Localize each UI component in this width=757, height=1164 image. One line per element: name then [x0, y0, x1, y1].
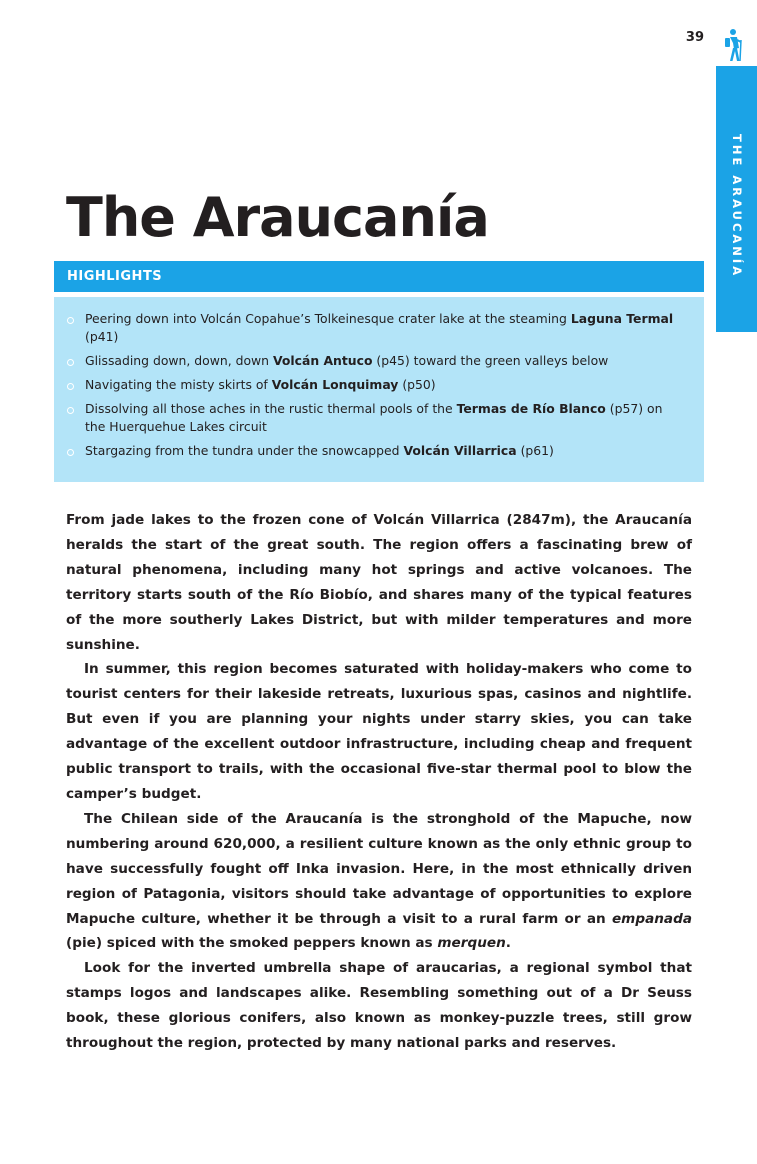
highlights-header: HIGHLIGHTS	[54, 261, 704, 292]
highlight-place: Termas de Río Blanco	[456, 401, 606, 416]
chapter-title: The Araucanía	[66, 186, 489, 249]
highlight-text: Peering down into Volcán Copahue’s Tolkeinesque crater lake at the steaming	[85, 311, 571, 326]
highlight-text: (p61)	[516, 443, 554, 458]
highlight-text: Stargazing from the tundra under the snowcapped	[85, 443, 404, 458]
term-empanada: empanada	[611, 910, 692, 927]
highlight-text: (p50)	[398, 377, 436, 392]
highlight-place: Volcán Lonquimay	[271, 377, 399, 392]
intro-paragraph-2: In summer, this region becomes saturated with holiday-makers who come to tourist centers for their lakeside retreats, luxurious spas, casinos and nightlife. But even if you are planning your nights under starry skies, you can take advantage of the excellent outdoor infrastructure, including cheap and frequent public transport to trails, with the occasional five-star thermal pool to blow the camper’s budget.	[66, 661, 692, 802]
highlight-place: Laguna Termal	[570, 311, 674, 326]
intro-paragraph-3-text: .	[505, 935, 511, 952]
intro-paragraph-3	[66, 807, 692, 956]
term-merquen: merquen	[437, 935, 506, 952]
intro-paragraph-4: Look for the inverted umbrella shape of araucarias, a regional symbol that stamps logos and landscapes alike. Resembling something out of a Dr Seuss book, these glorious conifers, also known as monkey-puzzle trees, still grow throughout the region, protected by many national parks and reserves.	[66, 960, 692, 1052]
bullet-icon	[67, 317, 74, 324]
bullet-icon	[67, 383, 74, 390]
highlight-text: Navigating the misty skirts of	[85, 377, 272, 392]
intro-paragraph-3-text: The Chilean side of the Araucanía is the stronghold of the Mapuche, now numbering around 620,000, a resilient culture known as the only ethnic group to have successfully fought off Inka invasion. Here, in the most ethnically driven region of Patagonia, visitors should take advantage of opportunities to explore Mapuche culture, whether it be through a visit to a rural farm or an	[66, 810, 692, 927]
highlight-item	[66, 400, 686, 436]
highlight-text: (p57) on the Huerquehue Lakes circuit	[85, 401, 663, 434]
highlight-item	[66, 352, 686, 370]
highlight-place: Volcán Antuco	[272, 353, 373, 368]
bullet-icon	[67, 407, 74, 414]
highlights-list	[66, 310, 686, 460]
highlight-text: Glissading down, down, down	[85, 353, 273, 368]
highlight-item	[66, 442, 686, 460]
bullet-icon	[67, 359, 74, 366]
intro-paragraph-3-text: (pie) spiced with the smoked peppers known as	[66, 935, 438, 952]
highlights-box	[54, 297, 704, 482]
bullet-icon	[67, 449, 74, 456]
page-number: 39	[685, 30, 704, 45]
highlight-text: (p45) toward the green valleys below	[372, 353, 609, 368]
highlight-text: Dissolving all those aches in the rustic thermal pools of the	[85, 401, 457, 416]
highlight-text: (p41)	[85, 329, 119, 344]
highlight-place: Volcán Villarrica	[403, 443, 517, 458]
hiker-icon	[721, 28, 743, 62]
intro-text	[66, 508, 692, 1056]
intro-paragraph-1: From jade lakes to the frozen cone of Volcán Villarrica (2847m), the Araucanía heralds the start of the great south. The region offers a fascinating brew of natural phenomena, including many hot springs and active volcanoes. The territory starts south of the Río Biobío, and shares many of the typical features of the more southerly Lakes District, but with milder temperatures and more sunshine.	[66, 512, 692, 653]
highlight-item	[66, 376, 686, 394]
highlight-item	[66, 310, 686, 346]
section-side-tab-label: THE ARAUCANÍA	[730, 134, 744, 279]
